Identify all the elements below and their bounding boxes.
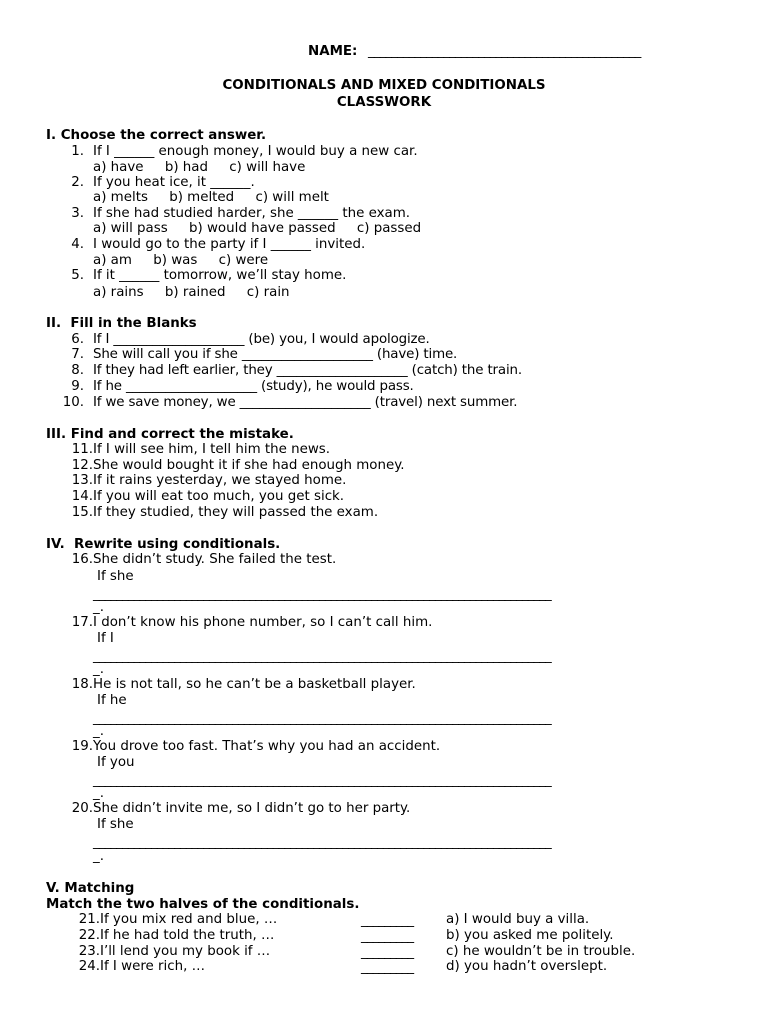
item-text: If I were rich, … [100,959,205,974]
item-text: If they studied, they will passed the exam. [93,505,379,520]
item-number: 7. [71,347,84,362]
item-text: If I ______ enough money, I would buy a new car. [93,144,418,159]
section-5-subheading: Match the two halves of the conditionals. [46,897,360,912]
answer-line[interactable]: _______________________________________________________________________________ [93,587,551,602]
item-number: 9. [71,379,84,394]
answer-line[interactable]: _______________________________________________________________________________ [93,835,551,850]
answer-line[interactable]: _______________________________________________________________________________ [93,711,551,726]
item-text: If it rains yesterday, we stayed home. [93,473,347,488]
item-text: He is not tall, so he can’t be a basketball player. [93,677,416,692]
rewrite-prompt: If she [97,569,134,584]
section-2-heading: II. Fill in the Blanks [46,316,197,331]
item-number: 8. [71,363,84,378]
section-1-heading: I. Choose the correct answer. [46,128,267,143]
item-number: 21. [78,912,100,927]
answer-line-end: _. [93,600,104,615]
rewrite-prompt: If you [97,755,135,770]
item-number: 6. [71,332,84,347]
item-number: 24. [78,959,100,974]
match-answer: b) you asked me politely. [446,928,614,943]
item-text: She didn’t study. She failed the test. [93,552,337,567]
name-label: NAME: [308,44,358,59]
answer-line-end: _. [93,849,104,864]
item-options[interactable]: a) melts b) melted c) will melt [93,190,329,205]
rewrite-prompt: If I [97,631,114,646]
item-options[interactable]: a) have b) had c) will have [93,160,306,175]
answer-line[interactable]: _______________________________________________________________________________ [93,649,551,664]
match-answer: a) I would buy a villa. [446,912,590,927]
answer-line[interactable]: _______________________________________________________________________________ [93,773,551,788]
match-answer: c) he wouldn’t be in trouble. [446,944,636,959]
item-number: 20. [71,801,93,816]
match-blank[interactable]: _________ [361,929,414,944]
name-blank[interactable]: _______________________________________________ [368,44,641,59]
item-text[interactable]: If they had left earlier, they ____________________ (catch) the train. [93,363,522,378]
item-number: 14. [71,489,93,504]
match-answer: d) you hadn’t overslept. [446,959,608,974]
match-blank[interactable]: _________ [361,913,414,928]
item-text[interactable]: She will call you if she ____________________ (have) time. [93,347,458,362]
item-text: You drove too fast. That’s why you had an accident. [93,739,441,754]
item-number: 23. [78,944,100,959]
item-text: If she had studied harder, she ______ the exam. [93,206,411,221]
item-number: 19. [71,739,93,754]
section-4-heading: IV. Rewrite using conditionals. [46,537,281,552]
item-number: 18. [71,677,93,692]
item-text: If you heat ice, it ______. [93,175,255,190]
item-text[interactable]: If I ____________________ (be) you, I would apologize. [93,332,430,347]
answer-line-end: _. [93,786,104,801]
section-5-heading: V. Matching [46,881,135,896]
item-text: If you will eat too much, you get sick. [93,489,345,504]
item-number: 1. [71,144,84,159]
item-text: If I will see him, I tell him the news. [93,442,331,457]
item-text: I don’t know his phone number, so I can’t call him. [93,615,433,630]
item-text[interactable]: If he ____________________ (study), he would pass. [93,379,414,394]
item-text: If you mix red and blue, … [100,912,278,927]
item-number: 17. [71,615,93,630]
page-subtitle: CLASSWORK [336,95,432,110]
item-number: 2. [71,175,84,190]
item-number: 22. [78,928,100,943]
item-text: I’ll lend you my book if … [100,944,271,959]
item-number: 16. [71,552,93,567]
item-number: 15. [71,505,93,520]
item-options[interactable]: a) am b) was c) were [93,253,269,268]
page-title: CONDITIONALS AND MIXED CONDITIONALS [222,78,546,93]
rewrite-prompt: If he [97,693,127,708]
item-text: She didn’t invite me, so I didn’t go to her party. [93,801,411,816]
item-number: 3. [71,206,84,221]
item-number: 11. [71,442,93,457]
item-number: 10. [62,395,84,410]
item-text[interactable]: If we save money, we ____________________ (travel) next summer. [93,395,518,410]
match-blank[interactable]: _________ [361,960,414,975]
item-text: If he had told the truth, … [100,928,275,943]
item-options[interactable]: a) rains b) rained c) rain [93,285,290,300]
item-number: 5. [71,268,84,283]
item-number: 4. [71,237,84,252]
item-number: 13. [71,473,93,488]
section-3-heading: III. Find and correct the mistake. [46,427,294,442]
item-number: 12. [71,458,93,473]
item-options[interactable]: a) will pass b) would have passed c) passed [93,221,422,236]
answer-line-end: _. [93,724,104,739]
item-text: I would go to the party if I ______ invited. [93,237,366,252]
item-text: She would bought it if she had enough money. [93,458,405,473]
match-blank[interactable]: _________ [361,945,414,960]
rewrite-prompt: If she [97,817,134,832]
answer-line-end: _. [93,662,104,677]
item-text: If it ______ tomorrow, we’ll stay home. [93,268,347,283]
